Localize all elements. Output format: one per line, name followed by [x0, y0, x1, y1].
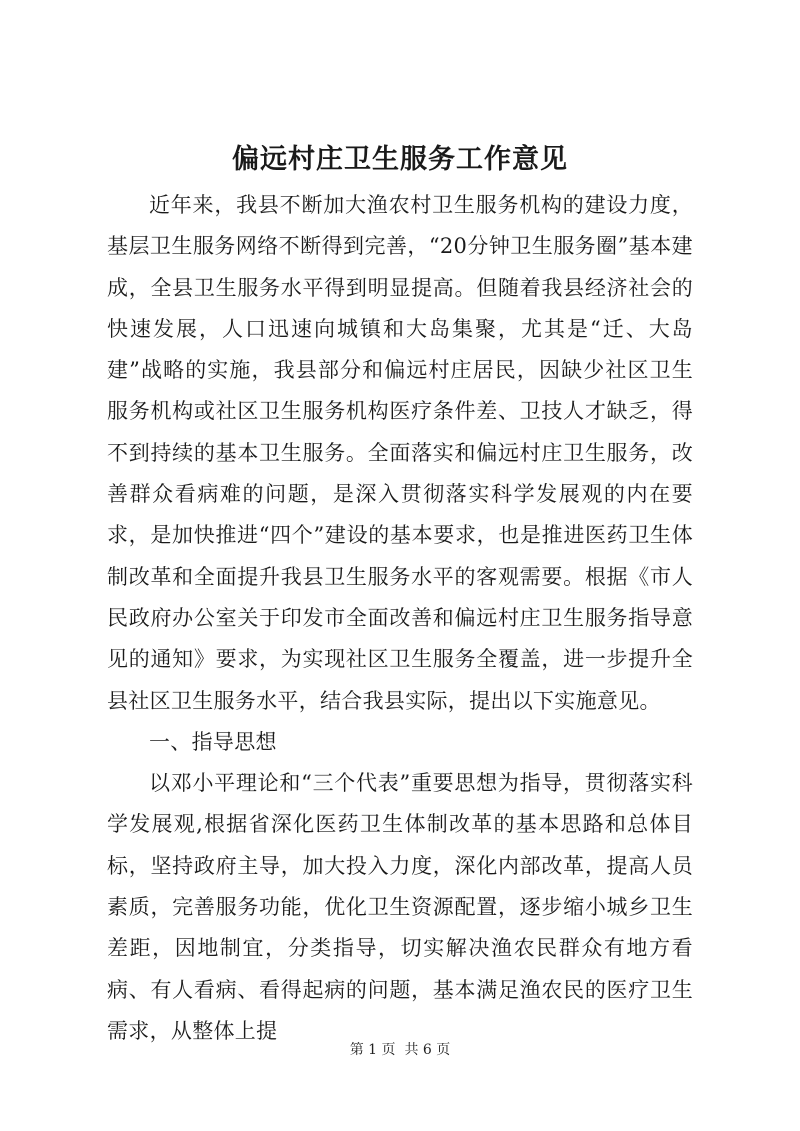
document-title: 偏远村庄卫生服务工作意见	[232, 144, 568, 175]
section-heading-guiding-ideology: 一、指导思想	[149, 729, 277, 754]
document-body	[107, 185, 693, 1052]
page-number-label: 第 1 页 共 6 页	[349, 1042, 451, 1058]
intro-paragraph: 近年来，我县不断加大渔农村卫生服务机构的建设力度，基层卫生服务网络不断得到完善，“20分钟卫生服务圈”基本建成，全县卫生服务水平得到明显提高。但随着我县经济社会的快速发展，人口迅速向城镇和大岛集聚，尤其是“迁、大岛建”战略的实施，我县部分和偏远村庄居民，因缺少社区卫生服务机构或社区卫生服务机构医疗条件差、卫技人才缺乏，得不到持续的基本卫生服务。全面落实和偏远村庄卫生服务，改善群众看病难的问题，是深入贯彻落实科学发展观的内在要求，是加快推进“四个”建设的基本要求，也是推进医药卫生体制改革和全面提升我县卫生服务水平的客观需要。根据《市人民政府办公室关于印发市全面改善和偏远村庄卫生服务指导意见的通知》要求，为实现社区卫生服务全覆盖，进一步提升全县社区卫生服务水平，结合我县实际，提出以下实施意见。	[107, 193, 693, 713]
page-footer	[0, 1040, 800, 1060]
guiding-ideology-paragraph: 以邓小平理论和“三个代表”重要思想为指导，贯彻落实科学发展观,根据省深化医药卫生体制改革的基本思路和总体目标，坚持政府主导，加大投入力度，深化内部改革，提高人员素质，完善服务功能，优化卫生资源配置，逐步缩小城乡卫生差距，因地制宜，分类指导，切实解决渔农民群众有地方看病、有人看病、看得起病的问题，基本满足渔农民的医疗卫生需求，从整体上提	[107, 771, 693, 1043]
